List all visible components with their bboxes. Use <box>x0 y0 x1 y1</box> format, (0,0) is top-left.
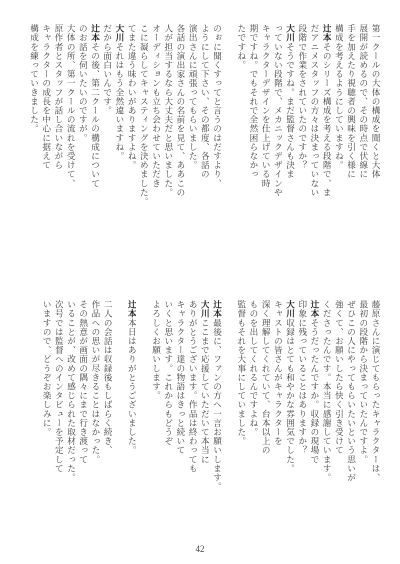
text-column <box>247 24 258 266</box>
speaker-name: 辻本 <box>89 24 100 43</box>
column-text: いくと思います。これからもどうぞ <box>162 300 173 446</box>
column-text: それはもう全然違いますね。 <box>113 42 124 161</box>
column-text: キャストの皆さんがキャラクターを <box>272 300 283 446</box>
text-column <box>332 24 343 266</box>
speaker-name: 大川 <box>199 300 210 319</box>
text-column <box>210 24 221 266</box>
column-text: 二人の会話は収録後もしばらく続き、 <box>102 300 113 455</box>
column-text: こに凝らしてキャスティングを決めました。 <box>138 24 149 206</box>
column-text: 監督もそれを大事にしていました。 <box>235 300 246 446</box>
text-column <box>259 300 270 540</box>
text-column <box>308 300 319 540</box>
column-text: 本日はありがとうございました。 <box>126 318 137 455</box>
column-text: 次号では監督へのインタビューを予定して <box>53 300 64 473</box>
column-text: 最初の段階から決まっていたんですよ。 <box>357 300 368 464</box>
text-column <box>113 300 124 540</box>
text-column <box>64 24 75 266</box>
column-text: てまた違う味わいがありますよね。 <box>126 24 137 170</box>
column-text: 最後に、ファンの方へ一言お願いします。 <box>211 318 222 492</box>
column-text: そのシリーズ構成を考える段階で、ま <box>321 42 332 197</box>
column-text: 深く理解してくれていて、台本以上の <box>260 300 271 455</box>
column-text: 収録はとても和やかな雰囲気でした。 <box>284 318 295 473</box>
text-column <box>113 24 124 266</box>
column-text: のぉに聞くすってと言うのはだすより、 <box>211 24 222 188</box>
column-text: ものを出してくれるんですよね。 <box>247 300 258 437</box>
text-column <box>296 24 307 266</box>
column-text: オーディションも立ち会わせていただき <box>150 24 161 188</box>
column-text: ぜひこの人にやってもらいたいという思いが <box>345 300 356 482</box>
text-column <box>223 300 234 540</box>
page-number: 42 <box>195 544 205 554</box>
text-column <box>125 24 136 266</box>
column-text: のお話を伺いたいのですが。 <box>77 24 88 143</box>
text-column <box>186 24 197 266</box>
text-column <box>235 300 246 540</box>
column-text: だから面白いんです。 <box>101 24 112 115</box>
text-column <box>40 300 51 540</box>
column-text: 構成を練っていきました。 <box>28 24 39 134</box>
speaker-name: 辻本 <box>308 300 319 319</box>
text-column <box>76 24 87 266</box>
column-text: 印象に残っていることはありますか？ <box>296 300 307 455</box>
text-column <box>369 24 380 266</box>
column-text: キャラクターデザインを仕上げている時 <box>260 24 271 188</box>
text-column <box>210 300 221 540</box>
column-text: いますので、どうぞお楽しみに。 <box>41 300 52 437</box>
text-column <box>357 300 368 540</box>
bottom-text-block <box>20 300 380 540</box>
text-column <box>320 24 331 266</box>
speaker-name: 辻本 <box>211 300 222 319</box>
column-text: 大体の所、第一クールの流れを受けて、 <box>65 24 76 188</box>
text-column <box>332 300 343 540</box>
text-column <box>271 24 282 266</box>
column-text: 原作者とスタッフが話し合いながら <box>52 24 63 170</box>
text-column <box>344 300 355 540</box>
column-text: 各話の演出家さんの名前を見て、ああこの <box>174 24 185 197</box>
text-column <box>149 24 160 266</box>
column-text: 演出さんに頑張ってもらいました。 <box>187 24 198 170</box>
column-text: いることが、改めて感じられた取材だった。 <box>65 300 76 482</box>
text-column <box>283 300 294 540</box>
speaker-name: 辻本 <box>126 300 137 319</box>
text-column <box>77 300 88 540</box>
column-text: ようにして下さい、その都度、各話の <box>199 24 210 179</box>
text-column <box>162 300 173 540</box>
speaker-name: 大川 <box>113 24 124 43</box>
text-column <box>89 300 100 540</box>
text-column <box>137 24 148 266</box>
column-text: 展開が読めるので、その時点で伏線に <box>357 24 368 179</box>
column-text: 藤原さんに演じてもらったキャラクターは、 <box>370 300 380 482</box>
column-text: よろしくお願いします。 <box>150 300 161 401</box>
text-column <box>344 24 355 266</box>
text-column <box>64 300 75 540</box>
column-text: 作品への思いが尽きることはなかった。 <box>89 300 100 464</box>
text-column <box>40 24 51 266</box>
column-text: キャラクターの成長を中心に据えて <box>40 24 51 170</box>
column-text: だアニメスタッフの方々は決まっていない <box>308 24 319 197</box>
text-column <box>283 24 294 266</box>
column-text: 期ですね。でもそれで全然困らなかっ <box>247 24 258 179</box>
column-text: そうだったんですか。収録の現場で <box>308 318 319 464</box>
text-column <box>271 300 282 540</box>
column-text: その熱意が画面の隅々にまで行き渡って <box>77 300 88 464</box>
column-text: 第一クールの大体の構成を聞くと大体 <box>370 24 380 179</box>
text-column <box>101 24 112 266</box>
column-text: その後、第二クールの構成について <box>89 42 100 188</box>
text-column <box>247 300 258 540</box>
text-column <box>137 300 148 540</box>
column-text: 強くて、お願いしたら快く引き受けて <box>333 300 344 455</box>
text-column <box>198 24 209 266</box>
column-text: 段階で作業をされていたのですか？ <box>296 24 307 170</box>
column-text: 手を加えたり視聴者の興味を引く様に <box>345 24 356 179</box>
speaker-name: 大川 <box>284 300 295 319</box>
text-column <box>198 300 209 540</box>
text-column <box>296 300 307 540</box>
text-column <box>52 300 63 540</box>
column-text: 人が担当するなら大丈夫だと思いました。 <box>162 24 173 197</box>
text-column <box>223 24 234 266</box>
text-column <box>162 24 173 266</box>
text-column <box>357 24 368 266</box>
column-text: ここまで応援していただいて本当に <box>199 318 210 464</box>
speaker-name: 辻本 <box>321 24 332 43</box>
text-column <box>320 300 331 540</box>
text-column <box>369 300 380 540</box>
text-column <box>52 24 63 266</box>
column-text: そうですね。まだ監督さんも決ま <box>284 42 295 179</box>
column-text: くださったんです。本当に感謝しています。 <box>321 300 332 482</box>
column-text: たですね。 <box>235 24 246 70</box>
column-text: キャラクター達の物語はきっと続いて <box>174 300 185 455</box>
text-column <box>308 24 319 266</box>
text-column <box>125 300 136 540</box>
text-column <box>27 24 38 266</box>
top-text-block <box>20 24 380 266</box>
column-text: ありがとうございます。作品は終わっても <box>187 300 198 473</box>
text-column <box>149 300 160 540</box>
text-column <box>174 300 185 540</box>
text-column <box>101 300 112 540</box>
column-text: 構成を考えるようにしていますね。 <box>333 24 344 170</box>
column-text: っていない段階で、メカニックデザインや <box>272 24 283 197</box>
text-column <box>88 24 99 266</box>
speaker-name: 大川 <box>284 24 295 43</box>
text-column <box>186 300 197 540</box>
text-column <box>235 24 246 266</box>
text-column <box>174 24 185 266</box>
text-column <box>259 24 270 266</box>
